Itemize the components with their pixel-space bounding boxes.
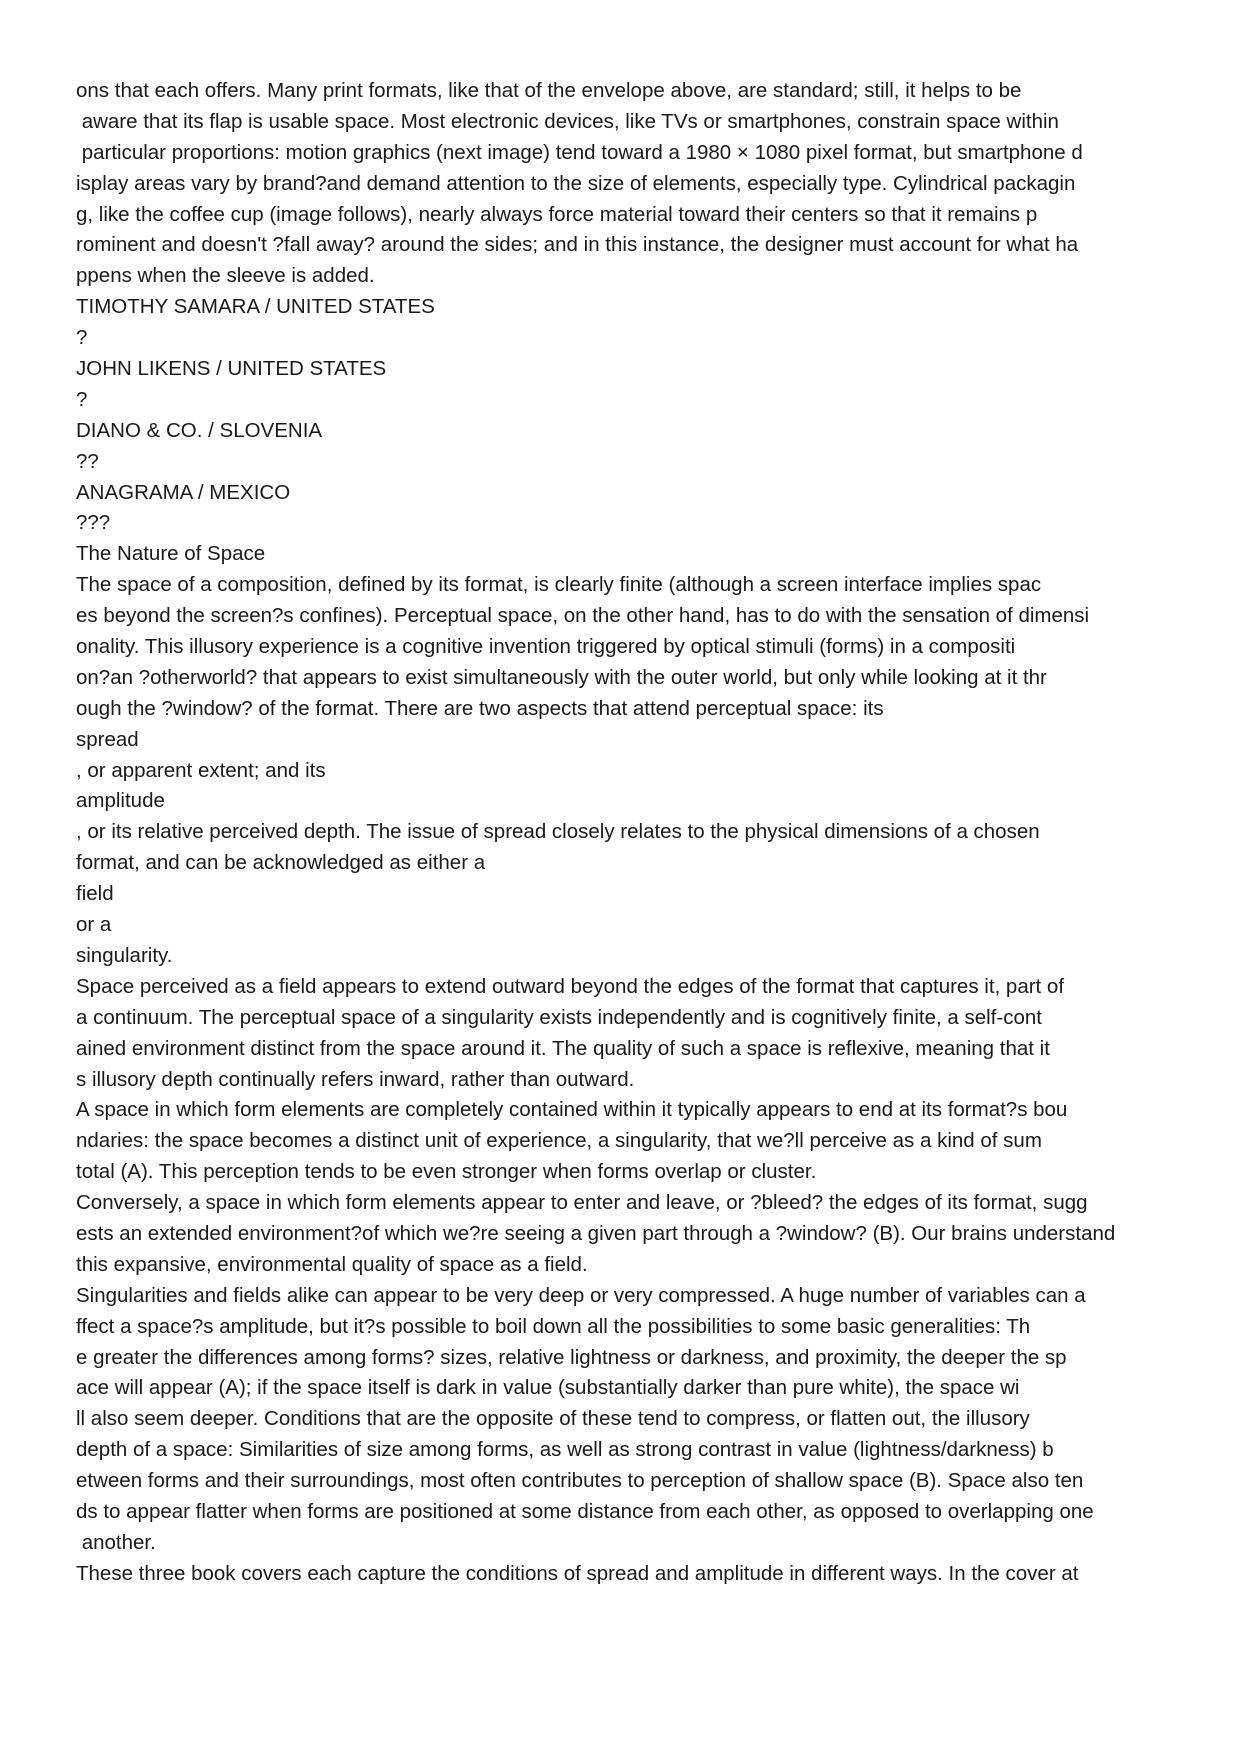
text-line: e greater the differences among forms? sizes, relative lightness or darkness, and proximity, the deeper the sp xyxy=(76,1345,1067,1369)
text-line: total (A). This perception tends to be even stronger when forms overlap or cluster. xyxy=(76,1160,817,1184)
text-line: Singularities and fields alike can appear to be very deep or very compressed. A huge number of variables can a xyxy=(76,1283,1086,1307)
text-line: The space of a composition, defined by its format, is clearly finite (although a screen interface implies spac xyxy=(76,573,1042,597)
text-line: ppens when the sleeve is added. xyxy=(76,264,375,288)
term-spread: spread xyxy=(76,727,139,751)
text-line: g, like the coffee cup (image follows), nearly always force material toward their centers so that it remains p xyxy=(76,202,1038,226)
term-amplitude: amplitude xyxy=(76,789,165,813)
text-line: ds to appear flatter when forms are positioned at some distance from each other, as opposed to overlapping one xyxy=(76,1499,1094,1523)
credit-line: TIMOTHY SAMARA / UNITED STATES xyxy=(76,295,435,319)
text-line: , or apparent extent; and its xyxy=(76,758,326,782)
text-line: a continuum. The perceptual space of a singularity exists independently and is cognitively finite, a self-cont xyxy=(76,1005,1042,1029)
text-line: ffect a space?s amplitude, but it?s possible to boil down all the possibilities to some basic generalities: Th xyxy=(76,1314,1031,1338)
credit-line: JOHN LIKENS / UNITED STATES xyxy=(76,357,387,381)
credit-marker: ??? xyxy=(76,511,111,535)
text-line: particular proportions: motion graphics (next image) tend toward a 1980 × 1080 pixel format, but smartphone d xyxy=(76,140,1083,164)
text-line: s illusory depth continually refers inward, rather than outward. xyxy=(76,1067,635,1091)
credit-marker: ? xyxy=(76,387,88,411)
text-line: ained environment distinct from the space around it. The quality of such a space is reflexive, meaning that it xyxy=(76,1036,1050,1060)
credit-line: ANAGRAMA / MEXICO xyxy=(76,480,291,504)
text-line: ll also seem deeper. Conditions that are the opposite of these tend to compress, or flatten out, the illusory xyxy=(76,1407,1030,1431)
text-line: on?an ?otherworld? that appears to exist simultaneously with the outer world, but only while looking at it thr xyxy=(76,665,1047,689)
credit-marker: ?? xyxy=(76,449,99,473)
section-heading: The Nature of Space xyxy=(76,542,266,566)
text-line: ace will appear (A); if the space itself is dark in value (substantially darker than pure white), the space wi xyxy=(76,1376,1020,1400)
text-line: this expansive, environmental quality of space as a field. xyxy=(76,1252,588,1276)
text-line: or a xyxy=(76,913,112,937)
text-line: These three book covers each capture the conditions of spread and amplitude in different ways. In the cover at xyxy=(76,1561,1079,1585)
text-line: ests an extended environment?of which we?re seeing a given part through a ?window? (B). Our brains understand xyxy=(76,1221,1116,1245)
text-line: aware that its flap is usable space. Most electronic devices, like TVs or smartphones, constrain space within xyxy=(76,109,1059,133)
text-line: ough the ?window? of the format. There are two aspects that attend perceptual space: its xyxy=(76,696,884,720)
text-line: Space perceived as a field appears to extend outward beyond the edges of the format that captures it, part of xyxy=(76,974,1065,998)
text-line: onality. This illusory experience is a cognitive invention triggered by optical stimuli (forms) in a compositi xyxy=(76,635,1016,659)
text-line: depth of a space: Similarities of size among forms, as well as strong contrast in value (lightness/darkness) b xyxy=(76,1438,1054,1462)
text-line: format, and can be acknowledged as either a xyxy=(76,851,486,875)
text-line: es beyond the screen?s confines). Perceptual space, on the other hand, has to do with the sensation of dimensi xyxy=(76,604,1090,628)
text-line: isplay areas vary by brand?and demand attention to the size of elements, especially type. Cylindrical packagin xyxy=(76,171,1076,195)
term-field: field xyxy=(76,882,114,906)
text-line: ons that each offers. Many print formats, like that of the envelope above, are standard; still, it helps to be xyxy=(76,79,1022,102)
text-line: ndaries: the space becomes a distinct unit of experience, a singularity, that we?ll perceive as a kind of sum xyxy=(76,1129,1042,1153)
text-line: Conversely, a space in which form elements appear to enter and leave, or ?bleed? the edges of its format, sugg xyxy=(76,1191,1088,1215)
text-line: another. xyxy=(76,1530,156,1554)
text-line: etween forms and their surroundings, most often contributes to perception of shallow space (B). Space also ten xyxy=(76,1469,1084,1493)
credit-line: DIANO & CO. / SLOVENIA xyxy=(76,418,323,442)
text-line: , or its relative perceived depth. The issue of spread closely relates to the physical dimensions of a chosen xyxy=(76,820,1040,844)
term-singularity: singularity. xyxy=(76,943,173,967)
text-line: rominent and doesn't ?fall away? around the sides; and in this instance, the designer must account for what ha xyxy=(76,233,1079,257)
credit-marker: ? xyxy=(76,326,88,350)
text-line: A space in which form elements are completely contained within it typically appears to end at its format?s bou xyxy=(76,1098,1068,1122)
